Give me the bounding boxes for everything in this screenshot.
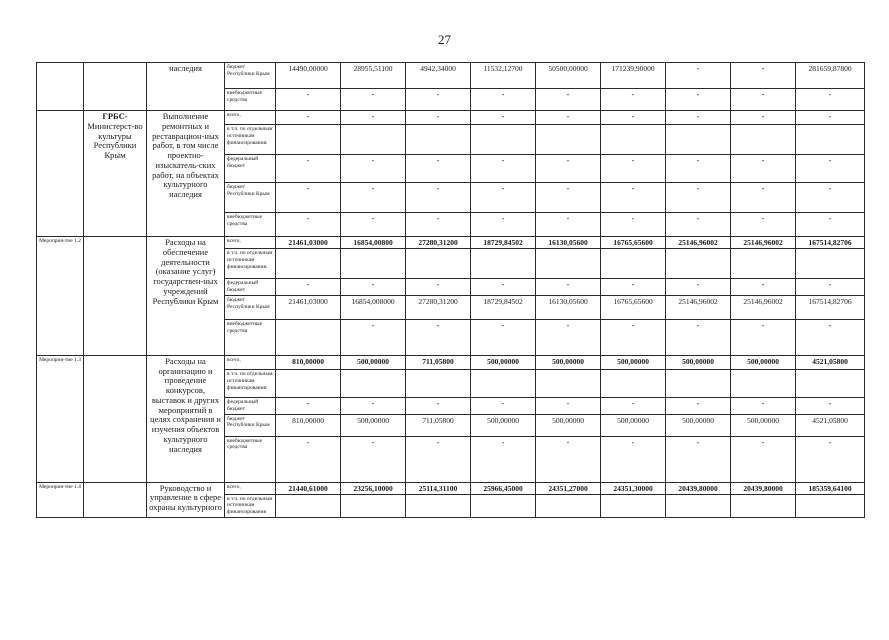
funding-source-cell: всего,: [225, 355, 276, 369]
amount-cell: [601, 249, 666, 279]
amount-cell: 21461,03000: [276, 237, 341, 249]
amount-cell: -: [601, 155, 666, 183]
amount-cell: -: [731, 63, 796, 89]
amount-cell: [341, 125, 406, 155]
activity-code-cell: [37, 111, 84, 237]
amount-cell: -: [276, 111, 341, 125]
funding-source-cell: всего,: [225, 111, 276, 125]
amount-cell: -: [796, 279, 865, 296]
amount-cell: [796, 125, 865, 155]
amount-cell: 11532,12700: [471, 63, 536, 89]
grbs-cell: [84, 237, 147, 356]
funding-source-cell: всего,: [225, 237, 276, 249]
amount-cell: 500,00000: [471, 355, 536, 369]
amount-cell: 16765,65600: [601, 237, 666, 249]
amount-cell: [341, 494, 406, 518]
funding-source-cell: бюджет Республики Крым: [225, 295, 276, 319]
amount-cell: [731, 494, 796, 518]
activity-code-cell: [37, 63, 84, 111]
amount-cell: [536, 125, 601, 155]
amount-cell: [276, 319, 341, 355]
amount-cell: -: [731, 279, 796, 296]
amount-cell: -: [471, 436, 536, 482]
amount-cell: [471, 369, 536, 397]
amount-cell: -: [406, 183, 471, 213]
funding-source-cell: внебюджетные средства: [225, 319, 276, 355]
amount-cell: -: [406, 397, 471, 414]
amount-cell: 21440,61000: [276, 482, 341, 494]
amount-cell: -: [471, 319, 536, 355]
amount-cell: 27280,31200: [406, 295, 471, 319]
activity-name-cell: Руководство и управление в сфере охраны культурного: [147, 482, 225, 518]
amount-cell: -: [406, 319, 471, 355]
amount-cell: 711,05800: [406, 414, 471, 436]
amount-cell: -: [471, 213, 536, 237]
page-number: 27: [438, 32, 451, 47]
amount-cell: -: [536, 436, 601, 482]
amount-cell: -: [276, 183, 341, 213]
amount-cell: -: [341, 279, 406, 296]
amount-cell: -: [536, 183, 601, 213]
amount-cell: [276, 125, 341, 155]
amount-cell: [666, 125, 731, 155]
amount-cell: 500,00000: [666, 355, 731, 369]
amount-cell: [731, 125, 796, 155]
amount-cell: 28955,51100: [341, 63, 406, 89]
amount-cell: [731, 369, 796, 397]
amount-cell: -: [471, 279, 536, 296]
amount-cell: -: [536, 155, 601, 183]
amount-cell: -: [731, 213, 796, 237]
amount-cell: -: [536, 279, 601, 296]
amount-cell: -: [796, 436, 865, 482]
amount-cell: -: [796, 155, 865, 183]
amount-cell: 185359,64100: [796, 482, 865, 494]
funding-source-cell: внебюджетные средства: [225, 213, 276, 237]
amount-cell: [276, 494, 341, 518]
amount-cell: 810,00000: [276, 414, 341, 436]
amount-cell: [536, 369, 601, 397]
amount-cell: -: [341, 397, 406, 414]
amount-cell: 500,00000: [601, 355, 666, 369]
amount-cell: 500,00000: [536, 355, 601, 369]
amount-cell: -: [601, 279, 666, 296]
amount-cell: [341, 369, 406, 397]
amount-cell: -: [601, 213, 666, 237]
amount-cell: -: [731, 319, 796, 355]
amount-cell: [276, 369, 341, 397]
amount-cell: -: [796, 319, 865, 355]
activity-code-cell: Мероприя-тие 1.3: [37, 355, 84, 482]
amount-cell: -: [666, 279, 731, 296]
amount-cell: -: [731, 397, 796, 414]
funding-source-cell: в т.ч. по отдельным источникам финансирования:: [225, 369, 276, 397]
amount-cell: 18729,84502: [471, 237, 536, 249]
amount-cell: [406, 369, 471, 397]
table-row: [37, 482, 865, 494]
amount-cell: [601, 494, 666, 518]
amount-cell: -: [341, 436, 406, 482]
amount-cell: -: [796, 397, 865, 414]
amount-cell: -: [601, 89, 666, 111]
funding-source-cell: всего,: [225, 482, 276, 494]
amount-cell: -: [406, 436, 471, 482]
amount-cell: 711,05800: [406, 355, 471, 369]
amount-cell: 167514,82706: [796, 237, 865, 249]
amount-cell: -: [601, 397, 666, 414]
amount-cell: -: [601, 183, 666, 213]
amount-cell: -: [341, 89, 406, 111]
grbs-cell: [84, 355, 147, 482]
funding-source-cell: бюджет Республики Крым: [225, 63, 276, 89]
amount-cell: -: [666, 213, 731, 237]
amount-cell: 500,00000: [341, 355, 406, 369]
amount-cell: 16854,00800: [341, 237, 406, 249]
amount-cell: 25146,96002: [731, 237, 796, 249]
amount-cell: -: [666, 111, 731, 125]
amount-cell: -: [666, 89, 731, 111]
amount-cell: 810,00000: [276, 355, 341, 369]
amount-cell: [731, 249, 796, 279]
funding-source-cell: в т.ч. по отдельным источникам финансирования:: [225, 249, 276, 279]
amount-cell: 23256,10000: [341, 482, 406, 494]
amount-cell: [406, 125, 471, 155]
grbs-label: ГРБС-: [102, 111, 128, 121]
amount-cell: -: [666, 319, 731, 355]
amount-cell: -: [666, 63, 731, 89]
activity-name-cell: наследия: [147, 63, 225, 111]
table-row: [37, 237, 865, 249]
funding-source-cell: федеральный бюджет: [225, 155, 276, 183]
funding-source-cell: бюджет Республики Крым: [225, 183, 276, 213]
amount-cell: [666, 494, 731, 518]
amount-cell: 25966,45000: [471, 482, 536, 494]
amount-cell: [471, 494, 536, 518]
amount-cell: -: [601, 436, 666, 482]
amount-cell: 171239,90000: [601, 63, 666, 89]
funding-source-cell: в т.ч. по отдельным источникам финансирования:: [225, 125, 276, 155]
amount-cell: [406, 494, 471, 518]
amount-cell: -: [666, 436, 731, 482]
amount-cell: -: [731, 155, 796, 183]
amount-cell: -: [601, 111, 666, 125]
activity-name-cell: Выполнение ремонтных и реставрацион-ных работ, в том числе проектно-изыскатель-ских работ, на объектах культурного наследия: [147, 111, 225, 237]
amount-cell: [471, 125, 536, 155]
grbs-name: Министерст-во культуры Республики Крым: [87, 120, 143, 161]
table-row: [37, 63, 865, 89]
amount-cell: [666, 369, 731, 397]
amount-cell: 500,00000: [731, 355, 796, 369]
amount-cell: [471, 249, 536, 279]
amount-cell: 25114,31100: [406, 482, 471, 494]
amount-cell: 167514,82706: [796, 295, 865, 319]
amount-cell: 14490,00000: [276, 63, 341, 89]
activity-name-cell: Расходы на организацию и проведение конкурсов, выставок и других мероприятий в целях сохранения и изучения объектов культурного наследия: [147, 355, 225, 482]
activity-code-cell: Мероприя-тие 1.2: [37, 237, 84, 356]
amount-cell: -: [796, 111, 865, 125]
amount-cell: -: [341, 319, 406, 355]
activity-name-cell: Расходы на обеспечение деятельности (оказание услуг) государствен-ных учреждений Республики Крым: [147, 237, 225, 356]
amount-cell: 500,00000: [731, 414, 796, 436]
amount-cell: [536, 494, 601, 518]
table-row: [37, 111, 865, 125]
funding-source-cell: в т.ч. по отдельным источникам финансирования: [225, 494, 276, 518]
amount-cell: -: [276, 397, 341, 414]
amount-cell: 16854,008000: [341, 295, 406, 319]
amount-cell: -: [536, 319, 601, 355]
amount-cell: 500,00000: [536, 414, 601, 436]
amount-cell: -: [536, 397, 601, 414]
amount-cell: -: [406, 111, 471, 125]
amount-cell: -: [731, 111, 796, 125]
amount-cell: 20439,80000: [666, 482, 731, 494]
grbs-cell: [84, 111, 147, 237]
amount-cell: -: [731, 89, 796, 111]
amount-cell: 16765,65600: [601, 295, 666, 319]
amount-cell: 16130,05600: [536, 237, 601, 249]
amount-cell: 500,00000: [666, 414, 731, 436]
amount-cell: -: [471, 155, 536, 183]
amount-cell: -: [276, 279, 341, 296]
amount-cell: -: [341, 155, 406, 183]
funding-source-cell: внебюджетные средства: [225, 436, 276, 482]
amount-cell: -: [666, 397, 731, 414]
amount-cell: 4521,05800: [796, 414, 865, 436]
amount-cell: -: [731, 436, 796, 482]
amount-cell: -: [341, 183, 406, 213]
amount-cell: [666, 249, 731, 279]
amount-cell: 25146,96002: [666, 237, 731, 249]
amount-cell: 24351,27000: [536, 482, 601, 494]
amount-cell: 25146,96002: [731, 295, 796, 319]
amount-cell: 500,00000: [471, 414, 536, 436]
grbs-cell: [84, 63, 147, 111]
budget-table: [36, 62, 865, 518]
amount-cell: -: [666, 183, 731, 213]
amount-cell: [341, 249, 406, 279]
amount-cell: 24351,30000: [601, 482, 666, 494]
amount-cell: [601, 125, 666, 155]
activity-code-cell: Мероприя-тие 1.4: [37, 482, 84, 518]
amount-cell: -: [601, 319, 666, 355]
amount-cell: -: [406, 155, 471, 183]
amount-cell: -: [406, 213, 471, 237]
amount-cell: 16130,05600: [536, 295, 601, 319]
amount-cell: -: [536, 89, 601, 111]
amount-cell: [536, 249, 601, 279]
funding-source-cell: бюджет Республики Крым: [225, 414, 276, 436]
amount-cell: -: [406, 279, 471, 296]
amount-cell: -: [666, 155, 731, 183]
amount-cell: 4942,34000: [406, 63, 471, 89]
amount-cell: 20439,80000: [731, 482, 796, 494]
amount-cell: [796, 369, 865, 397]
amount-cell: 281659,87800: [796, 63, 865, 89]
funding-source-cell: федеральный бюджет: [225, 397, 276, 414]
amount-cell: -: [276, 89, 341, 111]
amount-cell: [406, 249, 471, 279]
amount-cell: [601, 369, 666, 397]
amount-cell: 500,00000: [601, 414, 666, 436]
amount-cell: -: [471, 111, 536, 125]
amount-cell: -: [406, 89, 471, 111]
amount-cell: -: [471, 183, 536, 213]
amount-cell: 50500,00000: [536, 63, 601, 89]
amount-cell: -: [536, 213, 601, 237]
amount-cell: 500,00000: [341, 414, 406, 436]
amount-cell: 27280,31200: [406, 237, 471, 249]
amount-cell: -: [276, 213, 341, 237]
amount-cell: [796, 249, 865, 279]
amount-cell: -: [471, 89, 536, 111]
amount-cell: -: [796, 213, 865, 237]
amount-cell: -: [276, 436, 341, 482]
amount-cell: 25146,96002: [666, 295, 731, 319]
amount-cell: -: [796, 183, 865, 213]
funding-source-cell: внебюджетные средства: [225, 89, 276, 111]
table-row: [37, 355, 865, 369]
amount-cell: [276, 249, 341, 279]
grbs-cell: [84, 482, 147, 518]
amount-cell: 18729,84502: [471, 295, 536, 319]
amount-cell: -: [536, 111, 601, 125]
amount-cell: -: [796, 89, 865, 111]
amount-cell: -: [276, 155, 341, 183]
amount-cell: -: [471, 397, 536, 414]
amount-cell: -: [341, 111, 406, 125]
amount-cell: [796, 494, 865, 518]
funding-source-cell: федеральный бюджет: [225, 279, 276, 296]
amount-cell: 4521,05800: [796, 355, 865, 369]
amount-cell: -: [731, 183, 796, 213]
amount-cell: -: [341, 213, 406, 237]
amount-cell: 21461,03000: [276, 295, 341, 319]
